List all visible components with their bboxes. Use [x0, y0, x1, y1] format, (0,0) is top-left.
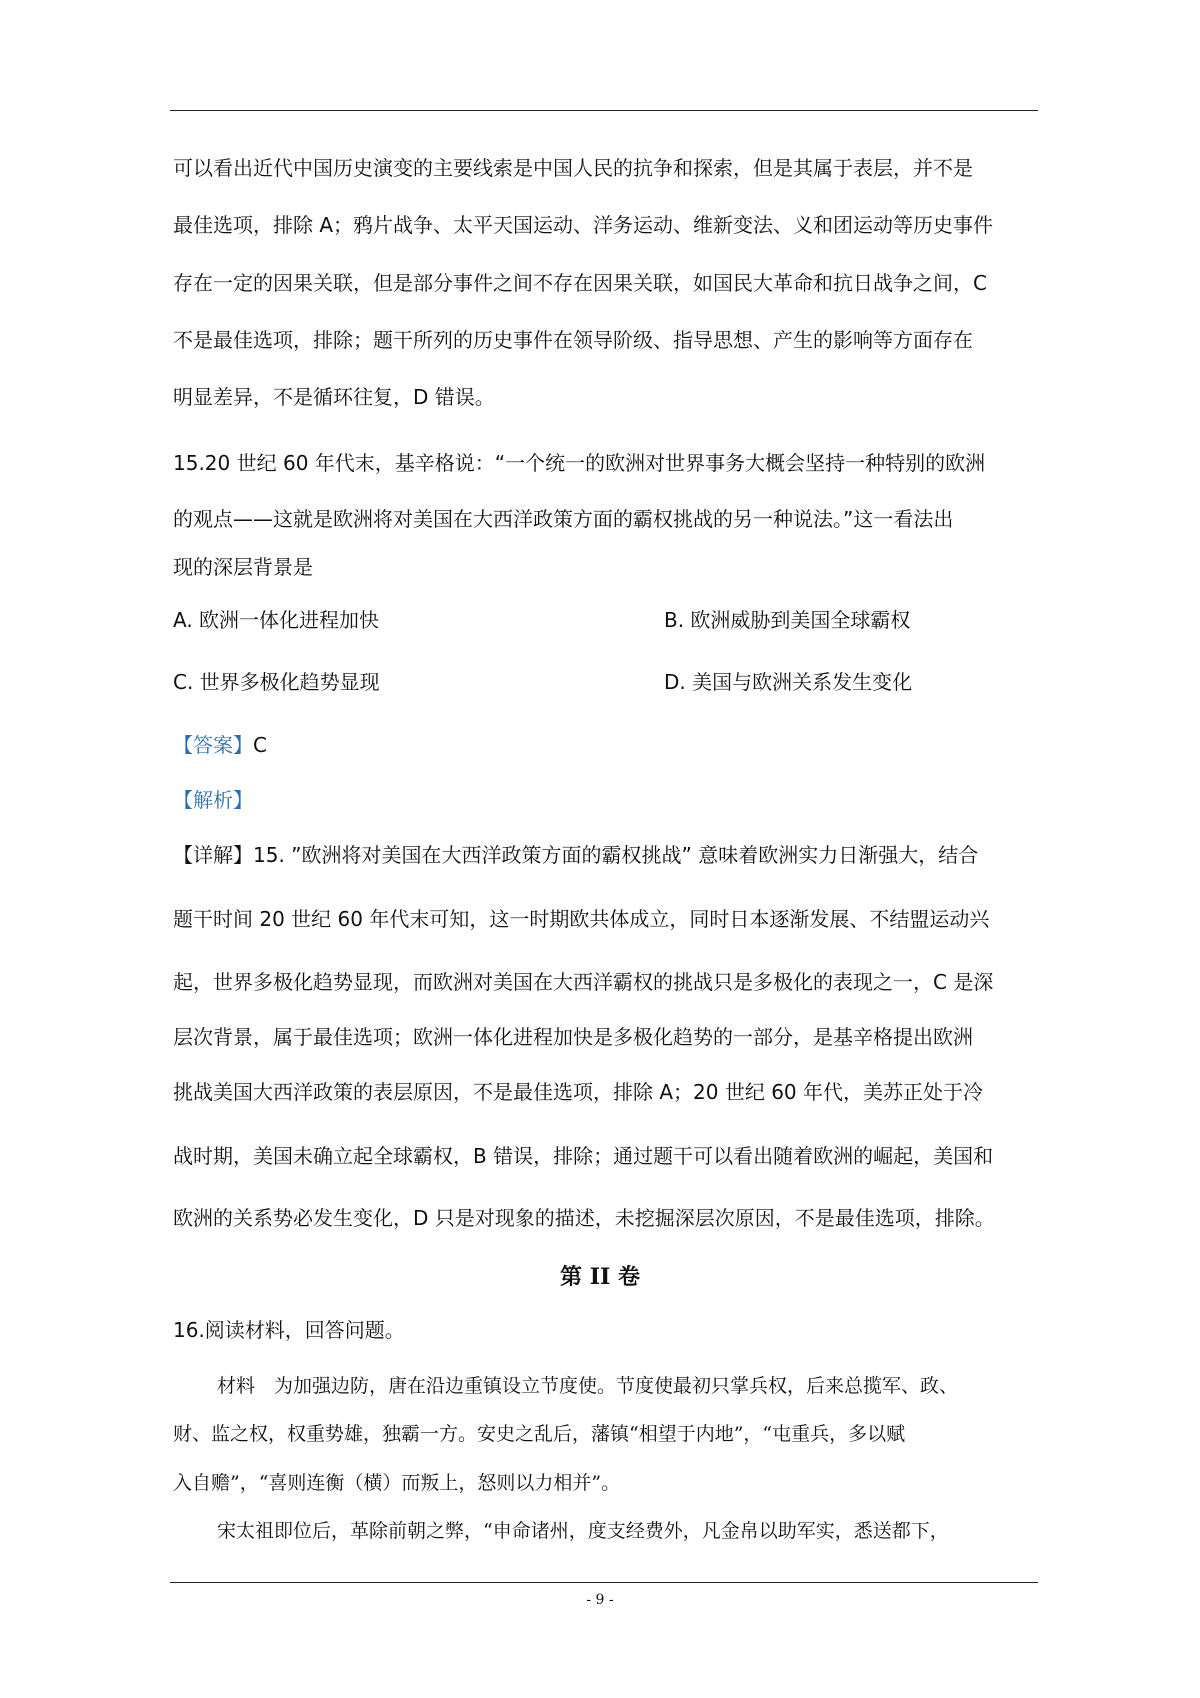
answer-tag: 【答案】: [173, 733, 253, 757]
question-16-stem: 16.阅读材料，回答问题。: [173, 1318, 405, 1342]
option-a: A. 欧洲一体化进程加快: [173, 608, 380, 632]
detail-line: 题干时间 20 世纪 60 年代末可知，这一时期欧共体成立，同时日本逐渐发展、不结盟运动兴: [173, 907, 990, 931]
detail-line: [173, 840, 1038, 870]
text-line: 最佳选项，排除 A；鸦片战争、太平天国运动、洋务运动、维新变法、义和团运动等历史事件: [173, 213, 994, 237]
material-line: 入自赡”，“喜则连衡（横）而叛上，怒则以力相并”。: [173, 1472, 621, 1494]
section-title: 第 II 卷: [560, 1264, 640, 1290]
footer-rule: [170, 1582, 1038, 1583]
detail-text: 15. ”欧洲将对美国在大西洋政策方面的霸权挑战” 意味着欧洲实力日渐强大，结合: [253, 843, 979, 867]
analysis-row: [173, 785, 1038, 815]
question-15-stem-line: 的观点——这就是欧洲将对美国在大西洋政策方面的霸权挑战的另一种说法。”这一看法出: [173, 507, 954, 531]
option-d: D. 美国与欧洲关系发生变化: [664, 670, 913, 694]
detail-line: 挑战美国大西洋政策的表层原因，不是最佳选项，排除 A；20 世纪 60 年代，美苏正处于冷: [173, 1080, 984, 1104]
material-line: 财、监之权，权重势雄，独霸一方。安史之乱后，藩镇“相望于内地”，“屯重兵，多以赋: [173, 1423, 906, 1445]
question-15-stem-line: 现的深层背景是: [173, 555, 313, 579]
option-c: C. 世界多极化趋势显现: [173, 670, 380, 694]
detail-line: 欧洲的关系势必发生变化，D 只是对现象的描述，未挖掘深层次原因，不是最佳选项，排除。: [173, 1206, 995, 1230]
detail-line: 起，世界多极化趋势显现，而欧洲对美国在大西洋霸权的挑战只是多极化的表现之一，C 是深: [173, 970, 994, 994]
text-line: 可以看出近代中国历史演变的主要线索是中国人民的抗争和探索，但是其属于表层，并不是: [173, 156, 973, 180]
text-line: 明显差异，不是循环往复，D 错误。: [173, 385, 495, 409]
material-line: 材料 为加强边防，唐在沿边重镇设立节度使。节度使最初只掌兵权，后来总揽军、政、: [217, 1375, 959, 1397]
answer-value: C: [253, 733, 267, 757]
option-b: B. 欧洲威胁到美国全球霸权: [664, 608, 911, 632]
header-rule: [170, 110, 1038, 111]
detail-tag: 【详解】: [173, 843, 253, 867]
detail-line: 战时期，美国未确立起全球霸权，B 错误，排除；通过题干可以看出随着欧洲的崛起，美国和: [173, 1144, 994, 1168]
page-number: - 9 -: [586, 1592, 614, 1608]
text-line: 存在一定的因果关联，但是部分事件之间不存在因果关联，如国民大革命和抗日战争之间，C: [173, 271, 987, 295]
question-15-stem-line: 15.20 世纪 60 年代末，基辛格说：“一个统一的欧洲对世界事务大概会坚持一种特别的欧洲: [173, 451, 986, 475]
analysis-tag: 【解析】: [173, 788, 253, 812]
material-line: 宋太祖即位后，革除前朝之弊，“申命诸州，度支经费外，凡金帛以助军实，悉送都下，: [217, 1520, 949, 1542]
answer-row: [173, 730, 1038, 760]
text-line: 不是最佳选项，排除；题干所列的历史事件在领导阶级、指导思想、产生的影响等方面存在: [173, 328, 973, 352]
detail-line: 层次背景，属于最佳选项；欧洲一体化进程加快是多极化趋势的一部分，是基辛格提出欧洲: [173, 1025, 973, 1049]
